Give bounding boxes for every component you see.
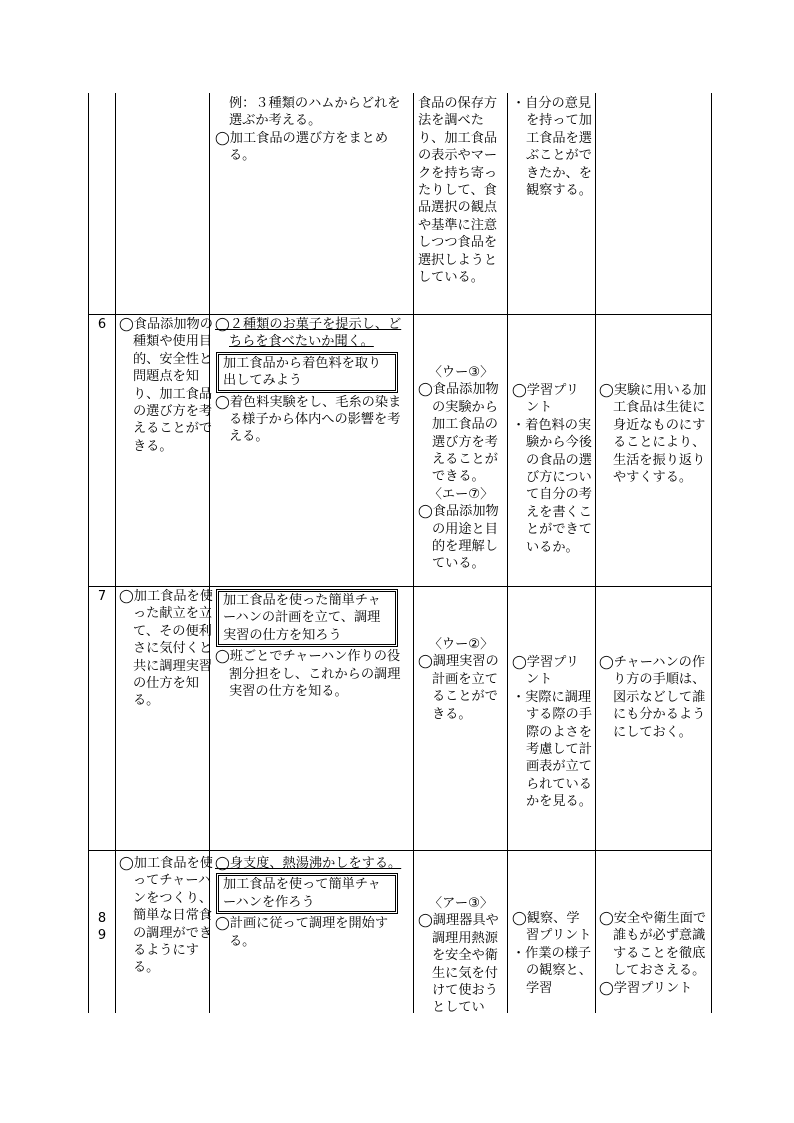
aim-text: ◯食品添加物の種類や使用目的、安全性と問題点を知り、加工食品の選び方を考えることができる。 <box>119 317 213 454</box>
aim-text: ◯加工食品を使ってチャーハンをつくり、簡単な日常食の調理ができるようにする。 <box>119 856 213 976</box>
method-line: ・作業の様子の観察と、学習 <box>512 945 592 996</box>
method-cell <box>512 654 592 811</box>
method-line: ・着色料の実験から今後の食品の選び方について自分の考えを書くことができているか。 <box>512 417 592 555</box>
activity-line: ◯２種類のお菓子を提示し、どちらを食べたいか聞く。 <box>215 317 402 350</box>
row-number: 6 <box>97 317 107 332</box>
evaluation-line: 〈アー③〉 <box>428 896 494 911</box>
note-cell <box>599 382 709 486</box>
evaluation-cell <box>418 95 504 286</box>
col-line <box>413 93 414 1013</box>
note-line: ◯実験に用いる加工食品は生徒に身近なものにすることにより、生活を振り返りやすくする。 <box>599 383 707 486</box>
activity-cell <box>215 855 409 950</box>
activity-line: ◯着色料実験をし、毛糸の染まる様子から体内への影響を考える。 <box>215 394 402 445</box>
activity-heading-box: 加工食品から着色料を取り出してみよう <box>216 352 398 393</box>
method-line: ・自分の意見を持って加工食品を選ぶことができたか、を観察する。 <box>512 96 592 199</box>
row-number: 7 <box>97 589 107 604</box>
note-line: ◯学習プリント <box>599 980 693 996</box>
evaluation-cell <box>418 895 504 1017</box>
evaluation-line: ◯調理器具や調理用熱源を安全や衛生に気を付けて使おうとしてい <box>418 913 499 1016</box>
evaluation-cell <box>418 364 504 573</box>
activity-cell <box>215 588 409 700</box>
method-line: ◯学習プリント <box>512 383 579 416</box>
evaluation-line: ◯食品添加物の実験から加工食品の選び方を考えることができる。 <box>418 382 499 485</box>
activity-cell <box>215 316 409 446</box>
aim-text: ◯加工食品を使った献立を立て、その便利さに気付くと共に調理実習の仕方を知る。 <box>119 589 213 709</box>
method-line: ◯観察、学習プリント <box>512 911 592 944</box>
method-cell <box>512 95 592 199</box>
activity-heading-box: 加工食品を使った簡単チャーハンの計画を立て、調理実習の仕方を知ろう <box>216 589 398 647</box>
note-cell <box>599 910 709 997</box>
evaluation-line: 食品の保存方法を調べたり、加工食品の表示やマークを持ち寄ったりして、食品選択の観点や基準に注意しつつ食品を選択しようとしている。 <box>418 96 498 286</box>
evaluation-line: ◯食品添加物の用途と目的を理解している。 <box>418 504 499 572</box>
method-cell <box>512 910 592 997</box>
row-number: 8 9 <box>97 911 107 944</box>
activity-cell <box>215 95 409 165</box>
evaluation-line: 〈エー⑦〉 <box>428 486 494 502</box>
note-cell <box>599 654 709 741</box>
note-line: ◯安全や衛生面で誰もが必ず意識することを徹底しておさえる。 <box>599 911 707 979</box>
method-line: ◯学習プリント <box>512 655 579 688</box>
col-line <box>88 93 89 1013</box>
activity-line: ◯加工食品の選び方をまとめる。 <box>215 130 389 164</box>
evaluation-line: 〈ウー②〉 <box>428 637 494 652</box>
activity-heading-box: 加工食品を使って簡単チャーハンを作ろう <box>216 873 398 914</box>
method-cell <box>512 382 592 556</box>
activity-line: 例：３種類のハムからどれを選ぶか考える。 <box>229 96 401 129</box>
activity-line: ◯班ごとでチャーハン作りの役割分担をし、これからの調理実習の仕方を知る。 <box>215 649 401 700</box>
note-line: ◯チャーハンの作り方の手順は、図示などして誰にも分かるようにしておく。 <box>599 655 706 740</box>
col-line <box>711 93 712 1013</box>
row-line <box>88 850 712 851</box>
row-line <box>88 314 712 315</box>
evaluation-cell <box>418 636 504 723</box>
evaluation-line: 〈ウー③〉 <box>428 365 494 380</box>
activity-line: ◯身支度、熱湯沸かしをする。 <box>215 856 402 871</box>
evaluation-line: ◯調理実習の計画を立てることができる。 <box>418 654 499 722</box>
col-line <box>595 93 596 1013</box>
col-line <box>507 93 508 1013</box>
row-line <box>88 586 712 587</box>
col-line <box>115 93 116 1013</box>
method-line: ・実際に調理する際の手際のよさを考慮して計画表が立てられているかを見る。 <box>512 689 592 810</box>
activity-line: ◯計画に従って調理を開始する。 <box>215 916 389 949</box>
